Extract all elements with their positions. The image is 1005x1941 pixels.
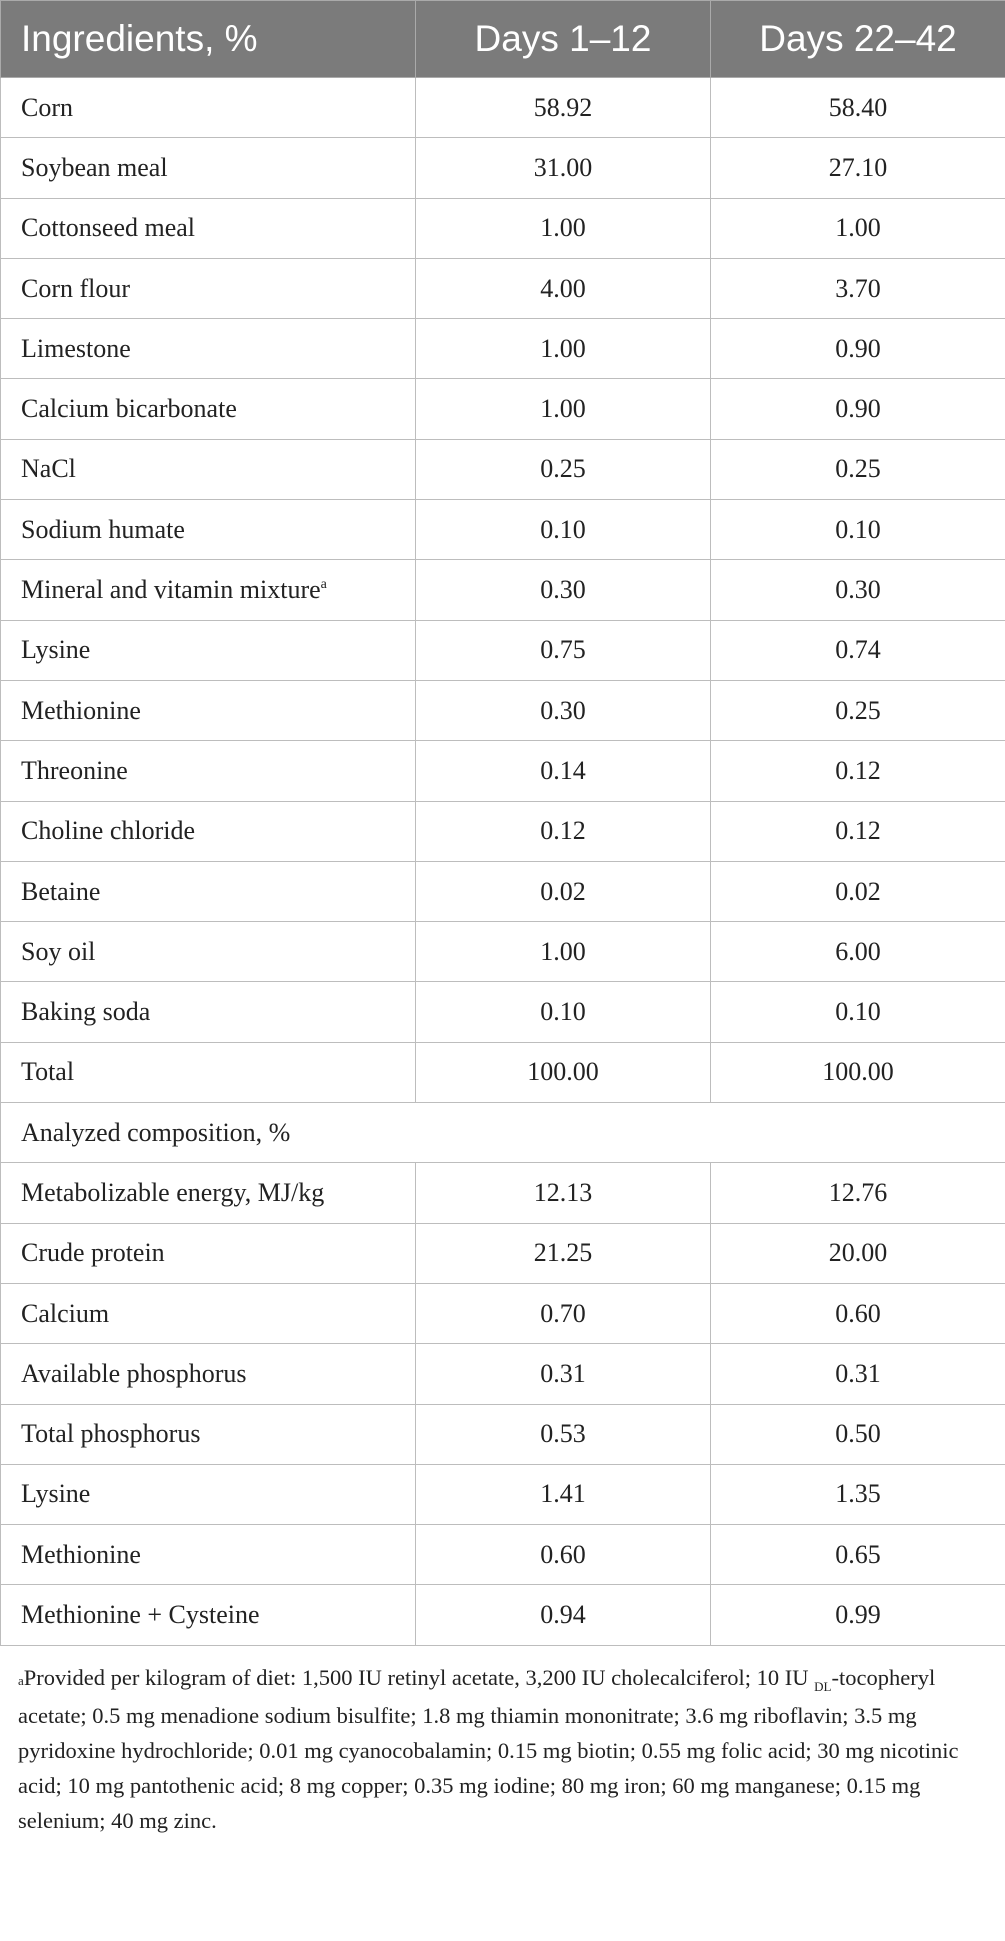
value-days-1-12: 4.00 bbox=[416, 258, 711, 318]
value-days-22-42: 0.90 bbox=[711, 319, 1005, 379]
ingredient-name: Lysine bbox=[21, 1479, 91, 1509]
value-days-1-12: 0.10 bbox=[416, 982, 711, 1042]
ingredient-name: Corn bbox=[21, 92, 73, 122]
value-days-22-42: 0.30 bbox=[711, 560, 1005, 620]
ingredient-name: Total phosphorus bbox=[21, 1419, 201, 1449]
value-days-22-42: 0.90 bbox=[711, 379, 1005, 439]
ingredient-name: Mineral and vitamin mixture bbox=[21, 575, 321, 605]
ingredient-name: Betaine bbox=[21, 876, 101, 906]
ingredient-label bbox=[1, 680, 416, 740]
ingredient-name: Threonine bbox=[21, 755, 128, 785]
table-row bbox=[1, 1525, 1005, 1585]
ingredient-label bbox=[1, 138, 416, 198]
value-days-22-42: 0.65 bbox=[711, 1525, 1005, 1585]
value-days-1-12: 0.60 bbox=[416, 1525, 711, 1585]
ingredient-label bbox=[1, 1344, 416, 1404]
table-row bbox=[1, 439, 1005, 499]
table-row bbox=[1, 680, 1005, 740]
ingredient-name: Lysine bbox=[21, 635, 91, 665]
value-days-1-12: 0.30 bbox=[416, 680, 711, 740]
table-row bbox=[1, 1464, 1005, 1524]
value-days-1-12: 0.12 bbox=[416, 801, 711, 861]
value-days-22-42: 0.25 bbox=[711, 439, 1005, 499]
ingredient-label bbox=[1, 1585, 416, 1645]
value-days-22-42: 0.10 bbox=[711, 982, 1005, 1042]
table-row bbox=[1, 319, 1005, 379]
ingredient-label bbox=[1, 78, 416, 138]
ingredient-label bbox=[1, 439, 416, 499]
header-ingredients: Ingredients, % bbox=[1, 1, 416, 78]
value-days-22-42: 100.00 bbox=[711, 1042, 1005, 1102]
ingredient-label bbox=[1, 982, 416, 1042]
value-days-1-12: 0.10 bbox=[416, 500, 711, 560]
footnote-text-before: Provided per kilogram of diet: 1,500 IU retinyl acetate, 3,200 IU cholecalciferol; 10 IU bbox=[23, 1664, 815, 1690]
ingredient-name: Soybean meal bbox=[21, 152, 168, 182]
value-days-1-12: 0.53 bbox=[416, 1404, 711, 1464]
value-days-1-12: 0.70 bbox=[416, 1283, 711, 1343]
ingredient-name: Crude protein bbox=[21, 1238, 165, 1268]
table-row bbox=[1, 922, 1005, 982]
ingredient-label bbox=[1, 922, 416, 982]
footnote-ref: a bbox=[320, 577, 327, 593]
ingredient-label bbox=[1, 1404, 416, 1464]
value-days-22-42: 0.99 bbox=[711, 1585, 1005, 1645]
value-days-1-12: 0.25 bbox=[416, 439, 711, 499]
value-days-1-12: 21.25 bbox=[416, 1223, 711, 1283]
value-days-1-12: 0.02 bbox=[416, 861, 711, 921]
ingredient-label bbox=[1, 500, 416, 560]
ingredient-label bbox=[1, 1525, 416, 1585]
table-row bbox=[1, 982, 1005, 1042]
value-days-1-12: 31.00 bbox=[416, 138, 711, 198]
value-days-22-42: 0.50 bbox=[711, 1404, 1005, 1464]
table-row bbox=[1, 258, 1005, 318]
table-row bbox=[1, 500, 1005, 560]
ingredient-name: NaCl bbox=[21, 454, 76, 484]
ingredient-label bbox=[1, 319, 416, 379]
header-days-22-42: Days 22–42 bbox=[711, 1, 1005, 78]
value-days-1-12: 0.14 bbox=[416, 741, 711, 801]
ingredient-name: Calcium bicarbonate bbox=[21, 394, 237, 424]
ingredient-label bbox=[1, 1223, 416, 1283]
table-row bbox=[1, 1223, 1005, 1283]
ingredient-label bbox=[1, 1042, 416, 1102]
ingredient-name: Baking soda bbox=[21, 997, 151, 1027]
value-days-1-12: 0.31 bbox=[416, 1344, 711, 1404]
value-days-22-42: 3.70 bbox=[711, 258, 1005, 318]
table-row bbox=[1, 379, 1005, 439]
table-row bbox=[1, 560, 1005, 620]
ingredient-name: Choline chloride bbox=[21, 816, 196, 846]
table-header bbox=[1, 1, 1005, 78]
ingredient-label bbox=[1, 1163, 416, 1223]
ingredient-name: Available phosphorus bbox=[21, 1358, 247, 1388]
ingredient-label bbox=[1, 801, 416, 861]
ingredient-label bbox=[1, 198, 416, 258]
value-days-22-42: 0.12 bbox=[711, 801, 1005, 861]
table-row bbox=[1, 620, 1005, 680]
ingredient-label bbox=[1, 861, 416, 921]
value-days-22-42: 0.10 bbox=[711, 500, 1005, 560]
value-days-22-42: 0.12 bbox=[711, 741, 1005, 801]
footnote-text-after: -tocopheryl acetate; 0.5 mg menadione sodium bisulfite; 1.8 mg thiamin mononitrate; 3.6 mg riboflavin; 3.5 mg pyridoxine hydrochloride; 0.01 mg cyanocobalamin; 0.15 mg biotin; 0.55 mg folic acid; 30 mg nicotinic acid; 10 mg pantothenic acid; 8 mg copper; 0.35 mg iodine; 80 mg iron; 60 mg manganese; 0.15 mg selenium; 40 mg zinc. bbox=[18, 1664, 959, 1833]
table-row bbox=[1, 198, 1005, 258]
value-days-22-42: 1.35 bbox=[711, 1464, 1005, 1524]
footnote-dl-prefix: DL bbox=[814, 1678, 832, 1694]
value-days-22-42: 58.40 bbox=[711, 78, 1005, 138]
value-days-22-42: 0.74 bbox=[711, 620, 1005, 680]
value-days-22-42: 0.31 bbox=[711, 1344, 1005, 1404]
section-row bbox=[1, 1103, 1005, 1163]
value-days-1-12: 12.13 bbox=[416, 1163, 711, 1223]
value-days-1-12: 1.00 bbox=[416, 198, 711, 258]
ingredient-name: Methionine + Cysteine bbox=[21, 1600, 260, 1630]
ingredient-name: Sodium humate bbox=[21, 514, 185, 544]
value-days-22-42: 12.76 bbox=[711, 1163, 1005, 1223]
value-days-22-42: 0.60 bbox=[711, 1283, 1005, 1343]
value-days-22-42: 20.00 bbox=[711, 1223, 1005, 1283]
table-row bbox=[1, 1283, 1005, 1343]
ingredient-name: Methionine bbox=[21, 695, 141, 725]
table-row bbox=[1, 861, 1005, 921]
table-body bbox=[1, 78, 1005, 1646]
ingredient-label bbox=[1, 1464, 416, 1524]
value-days-1-12: 0.94 bbox=[416, 1585, 711, 1645]
ingredient-name: Cottonseed meal bbox=[21, 213, 196, 243]
value-days-22-42: 1.00 bbox=[711, 198, 1005, 258]
value-days-22-42: 6.00 bbox=[711, 922, 1005, 982]
table-row bbox=[1, 801, 1005, 861]
ingredient-label bbox=[1, 1283, 416, 1343]
ingredient-name: Limestone bbox=[21, 333, 131, 363]
ingredient-label bbox=[1, 560, 416, 620]
ingredient-name: Soy oil bbox=[21, 936, 96, 966]
value-days-1-12: 1.00 bbox=[416, 319, 711, 379]
table-row bbox=[1, 1585, 1005, 1645]
table-row bbox=[1, 1042, 1005, 1102]
value-days-1-12: 100.00 bbox=[416, 1042, 711, 1102]
table-row bbox=[1, 1404, 1005, 1464]
section-label: Analyzed composition, % bbox=[1, 1103, 1005, 1163]
value-days-1-12: 1.00 bbox=[416, 379, 711, 439]
value-days-1-12: 0.75 bbox=[416, 620, 711, 680]
table-row bbox=[1, 741, 1005, 801]
ingredient-name: Metabolizable energy, MJ/kg bbox=[21, 1177, 325, 1207]
value-days-22-42: 0.02 bbox=[711, 861, 1005, 921]
header-days-1-12: Days 1–12 bbox=[416, 1, 711, 78]
value-days-1-12: 1.00 bbox=[416, 922, 711, 982]
ingredient-label bbox=[1, 741, 416, 801]
table-row bbox=[1, 1163, 1005, 1223]
value-days-1-12: 0.30 bbox=[416, 560, 711, 620]
table-row bbox=[1, 1344, 1005, 1404]
ingredient-label bbox=[1, 258, 416, 318]
table-row bbox=[1, 138, 1005, 198]
ingredient-label bbox=[1, 379, 416, 439]
ingredient-name: Total bbox=[21, 1057, 75, 1087]
value-days-22-42: 0.25 bbox=[711, 680, 1005, 740]
table-row bbox=[1, 78, 1005, 138]
footnote bbox=[0, 1646, 1005, 1838]
value-days-22-42: 27.10 bbox=[711, 138, 1005, 198]
ingredient-name: Calcium bbox=[21, 1298, 110, 1328]
value-days-1-12: 1.41 bbox=[416, 1464, 711, 1524]
ingredient-name: Methionine bbox=[21, 1539, 141, 1569]
value-days-1-12: 58.92 bbox=[416, 78, 711, 138]
footnote-marker: a bbox=[18, 1672, 24, 1688]
ingredient-name: Corn flour bbox=[21, 273, 131, 303]
ingredient-label bbox=[1, 620, 416, 680]
